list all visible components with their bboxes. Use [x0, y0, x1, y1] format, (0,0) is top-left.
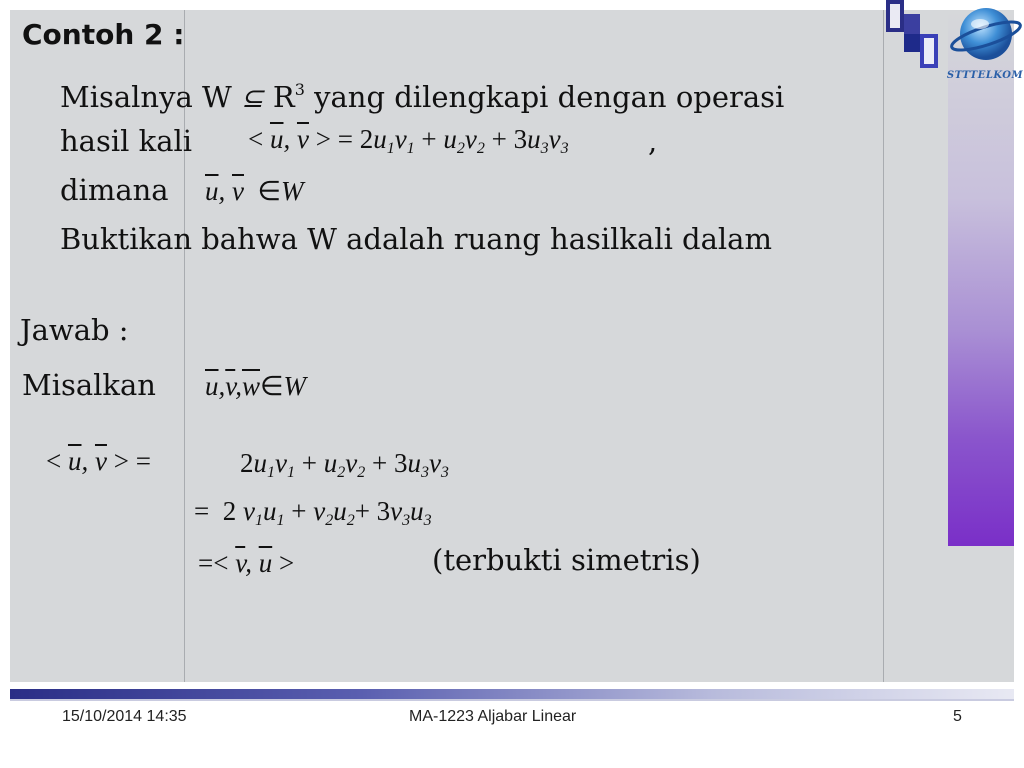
- real-space-symbol: R: [263, 80, 295, 114]
- footer-course: MA-1223 Aljabar Linear: [409, 708, 577, 725]
- inner-product-definition: < $\overline{u}$, $\overline{v}$ > = $2u_1v_1 + u_2v_2 + 3u_3v_3$: [248, 124, 569, 157]
- statement-text: hasil kali: [60, 124, 193, 158]
- proof-line-2: = 2 $v_1u_1 + v_2u_2+ 3v_3u_3$: [194, 496, 432, 529]
- footer-date: 15/10/2014 14:35: [62, 708, 187, 725]
- decor-square: [890, 4, 900, 28]
- statement-text: yang dilengkapi dengan operasi: [304, 80, 785, 114]
- statement-line-2: [60, 124, 192, 158]
- statement-line-4: Buktikan bahwa W adalah ruang hasilkali dalam: [60, 222, 772, 256]
- decor-square: [904, 34, 920, 52]
- proof-line-1-lhs: < $\overline{u}$, $\overline{v}$ > =: [46, 446, 151, 476]
- answer-heading: Jawab :: [20, 313, 129, 347]
- footer-divider: [10, 699, 1014, 701]
- decor-square: [924, 38, 934, 64]
- subset-symbol: ⊆: [241, 83, 264, 113]
- footer-bar: [10, 689, 1014, 699]
- let-expression: $\overline{u},\overline{v},\overline{w}\in W$: [205, 371, 307, 401]
- globe-icon: [944, 0, 1024, 74]
- statement-text: Misalnya W: [60, 80, 242, 114]
- proof-line-1-rhs: $2u_1v_1 + u_2v_2 + 3u_3v_3$: [240, 448, 449, 481]
- statement-text: dimana: [60, 173, 169, 207]
- membership-expression: $\overline{u}$, $\overline{v}$ ∈W: [205, 176, 304, 206]
- logo-text: STTTELKOM: [946, 70, 1024, 81]
- slide-title: Contoh 2 :: [22, 18, 185, 51]
- let-label: Misalkan: [22, 368, 156, 402]
- footer-page-number: 5: [953, 708, 962, 725]
- statement-line-1: [60, 80, 784, 114]
- comma: ,: [648, 124, 658, 158]
- exponent: 3: [294, 80, 305, 99]
- side-gradient-bar: [948, 10, 1014, 546]
- proof-line-3: =< $\overline{v}$, $\overline{u}$ >: [198, 548, 295, 578]
- decor-square: [904, 14, 920, 34]
- guide-line-right: [883, 10, 884, 682]
- statement-line-3: [60, 173, 169, 207]
- conclusion-text: (terbukti simetris): [432, 543, 701, 577]
